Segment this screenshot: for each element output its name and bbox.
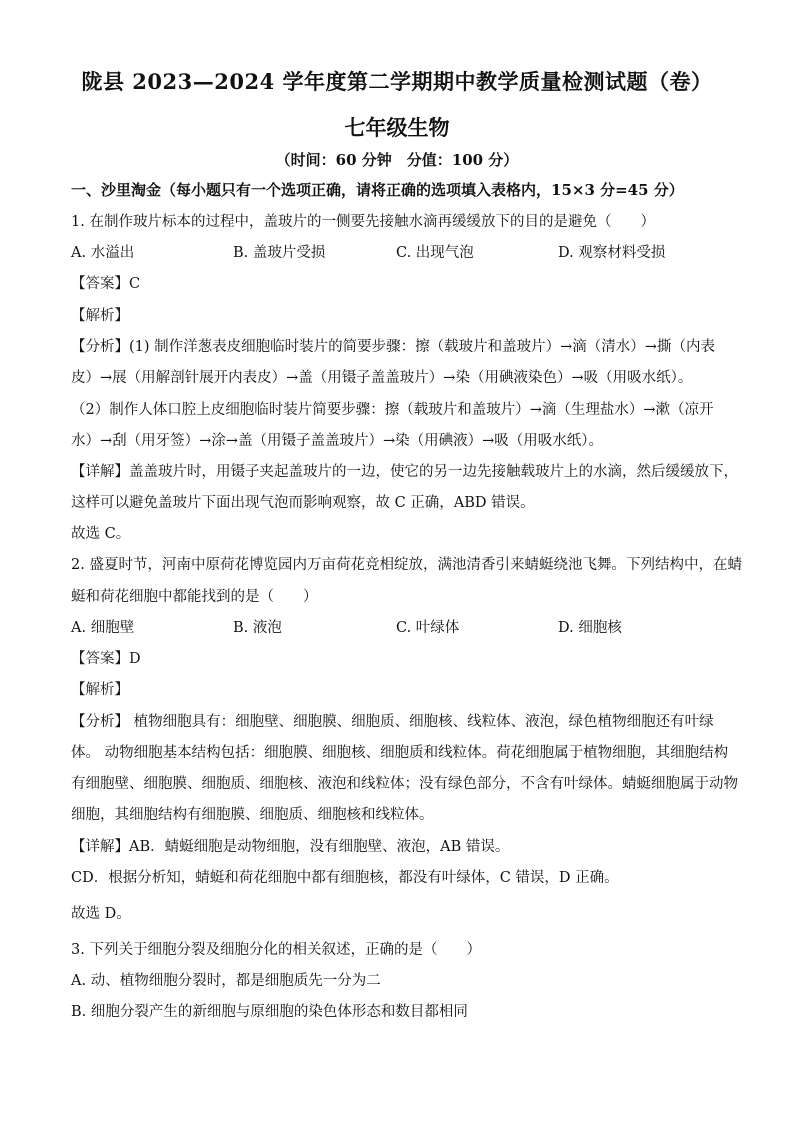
- question-3-stem: 3. 下列关于细胞分裂及细胞分化的相关叙述，正确的是（ ）: [71, 942, 481, 958]
- question-1-analysis-line: 【分析】(1) 制作洋葱表皮细胞临时装片的简要步骤：擦（载玻片和盖玻片）→滴（清水）→撕（内表: [71, 339, 715, 355]
- exam-subject: 七年级生物: [344, 115, 450, 140]
- question-3-option-b: B. 细胞分裂产生的新细胞与原细胞的染色体形态和数目都相同: [71, 1004, 468, 1020]
- question-2-option-b: B. 液泡: [233, 620, 282, 636]
- question-1-detail-line: 这样可以避免盖玻片下面出现气泡而影响观察，故 C 正确，ABD 错误。: [71, 495, 535, 511]
- question-3-option-a: A. 动、植物细胞分裂时，都是细胞质先一分为二: [71, 973, 381, 989]
- question-1-option-a: A. 水溢出: [71, 245, 135, 261]
- question-2-analysis-line: 【分析】 植物细胞具有：细胞壁、细胞膜、细胞质、细胞核、线粒体、液泡，绿色植物细胞还有叶绿: [71, 714, 714, 730]
- question-2-option-a: A. 细胞壁: [71, 620, 135, 636]
- question-2-analysis-label: 【解析】: [71, 682, 129, 698]
- question-2-detail-line: 【详解】AB．蜻蜓细胞是动物细胞，没有细胞壁、液泡，AB 错误。: [71, 839, 510, 855]
- question-2-analysis-line: 细胞，其细胞结构有细胞膜、细胞质、细胞核和线粒体。: [71, 807, 434, 823]
- question-1-conclusion: 故选 C。: [71, 526, 131, 542]
- question-1-option-d: D. 观察材料受损: [558, 245, 666, 261]
- question-2-answer: 【答案】D: [71, 651, 141, 667]
- question-2-stem: 蜓和荷花细胞中都能找到的是（ ）: [71, 589, 318, 605]
- question-1-analysis-label: 【解析】: [71, 308, 129, 324]
- question-2-analysis-line: 体。 动物细胞基本结构包括：细胞膜、细胞核、细胞质和线粒体。荷花细胞属于植物细胞，其细胞结构: [71, 745, 729, 761]
- question-2-detail-line: CD．根据分析知，蜻蜓和荷花细胞中都有细胞核，都没有叶绿体，C 错误，D 正确。: [71, 870, 619, 886]
- exam-meta: （时间：60 分钟 分值：100 分）: [275, 151, 519, 169]
- question-1-stem: 1. 在制作玻片标本的过程中，盖玻片的一侧要先接触水滴再缓缓放下的目的是避免（ ）: [71, 214, 655, 230]
- question-1-analysis-line: （2）制作人体口腔上皮细胞临时装片简要步骤：擦（载玻片和盖玻片）→滴（生理盐水）→漱（凉开: [71, 402, 714, 418]
- question-2-conclusion: 故选 D。: [71, 906, 131, 922]
- question-1-analysis-line: 水）→刮（用牙签）→涂→盖（用镊子盖盖玻片）→染（用碘液）→吸（用吸水纸）。: [71, 433, 603, 449]
- exam-title: 陇县 2023—2024 学年度第二学期期中教学质量检测试题（卷）: [81, 69, 713, 94]
- question-1-analysis-line: 皮）→展（用解剖针展开内表皮）→盖（用镊子盖盖玻片）→染（用碘液染色）→吸（用吸水纸）。: [71, 370, 693, 386]
- section-heading: 一、沙里淘金（每小题只有一个选项正确，请将正确的选项填入表格内，15×3 分=45 分）: [71, 181, 684, 199]
- question-2-option-c: C. 叶绿体: [396, 620, 460, 636]
- question-2-analysis-line: 有细胞壁、细胞膜、细胞质、细胞核、液泡和线粒体；没有绿色部分，不含有叶绿体。蜻蜓细胞属于动物: [71, 776, 738, 792]
- question-1-option-b: B. 盖玻片受损: [233, 245, 326, 261]
- question-1-option-c: C. 出现气泡: [396, 245, 474, 261]
- question-1-detail-line: 【详解】盖盖玻片时，用镊子夹起盖玻片的一边，使它的另一边先接触载玻片上的水滴，然后缓缓放下，: [71, 464, 738, 480]
- question-1-answer: 【答案】C: [71, 276, 141, 292]
- question-2-option-d: D. 细胞核: [558, 620, 622, 636]
- question-2-stem: 2. 盛夏时节，河南中原荷花博览园内万亩荷花竞相绽放，满池清香引来蜻蜓绕池飞舞。下列结构中，在蜻: [71, 557, 742, 573]
